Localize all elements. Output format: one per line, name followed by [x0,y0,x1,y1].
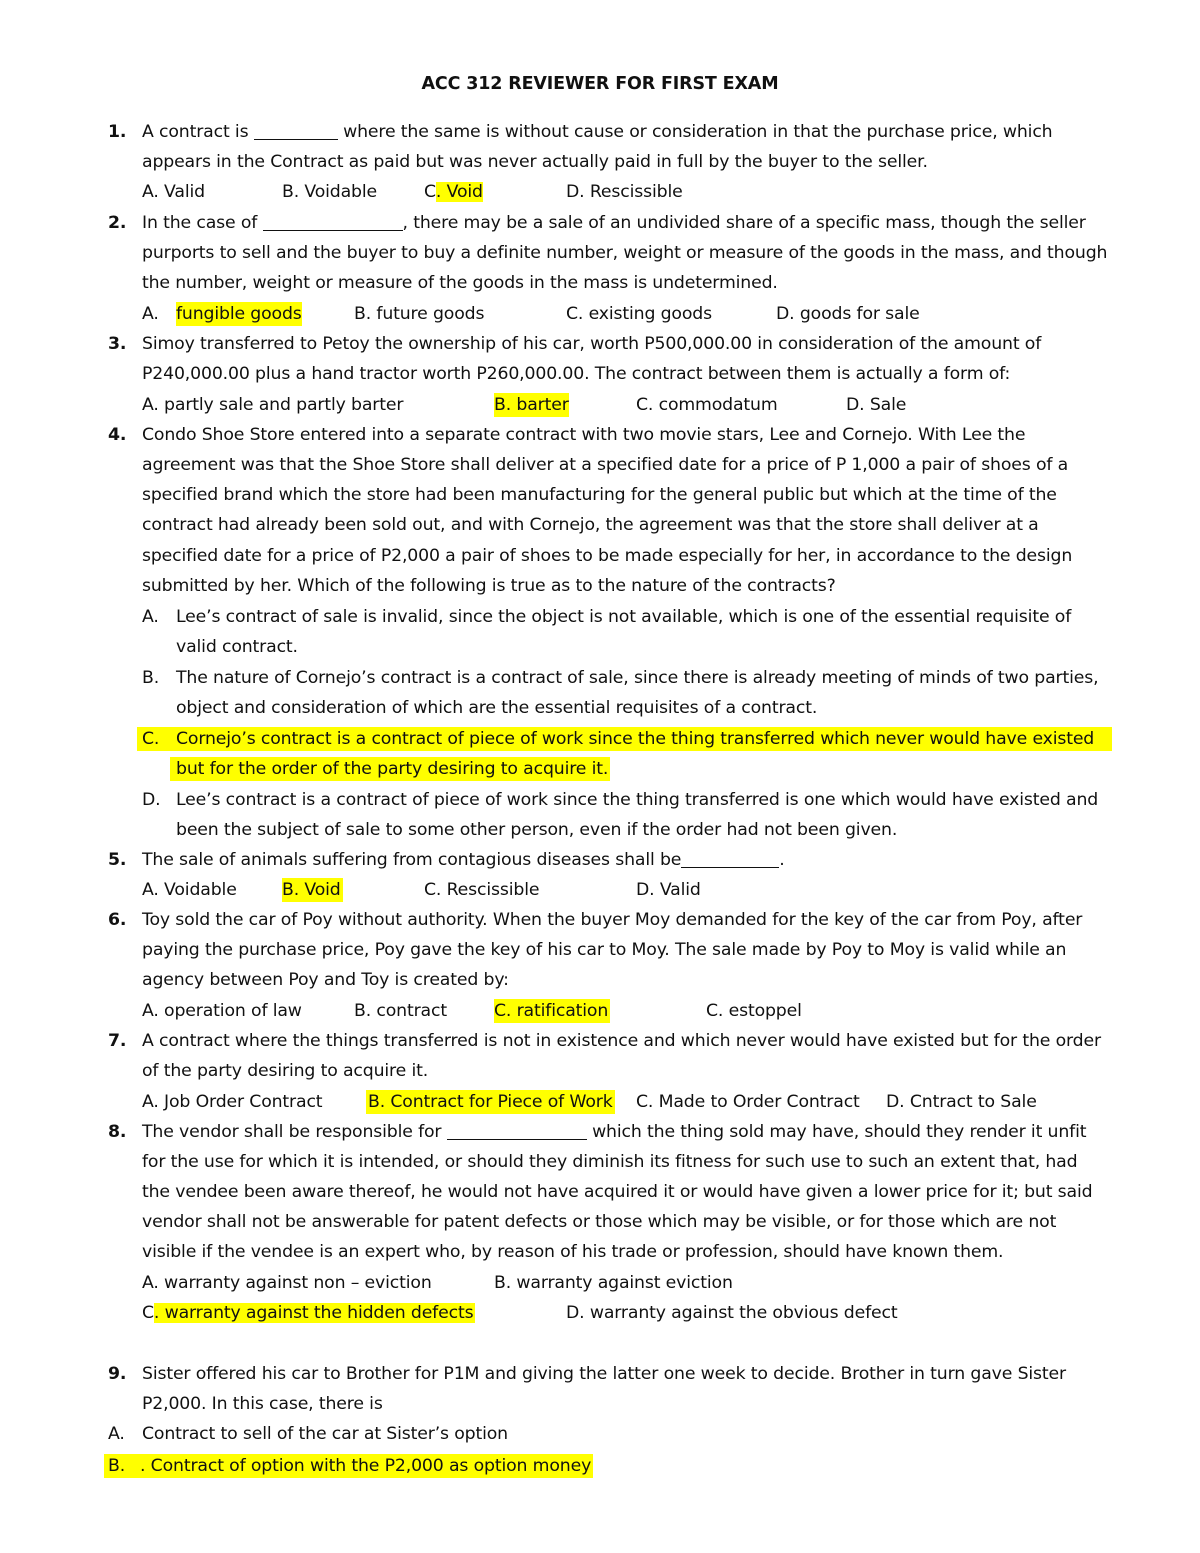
option-c [424,180,483,204]
highlighted-answer-letter: C. [137,727,176,751]
question-number: 4. [108,425,127,445]
option-d: D. Sale [846,395,907,415]
question-text: of the party desiring to acquire it. [142,1061,429,1081]
option-letter: C [142,1303,154,1323]
page-title: ACC 312 REVIEWER FOR FIRST EXAM [421,74,779,94]
option-d: D. goods for sale [776,304,920,324]
question-text: P240,000.00 plus a hand tractor worth P260,000.00. The contract between them is actually a form of: [142,364,1011,384]
question-text: Sister offered his car to Brother for P1M and giving the latter one week to decide. Brother in turn gave Sister [142,1364,1066,1384]
question-text: contract had already been sold out, and with Cornejo, the agreement was that the store shall deliver at a [142,515,1039,535]
question-text: agreement was that the Shoe Store shall deliver at a specified date for a price of P 1,000 a pair of shoes of a [142,455,1069,475]
question-number: 6. [108,910,127,930]
text-segment: The sale of animals suffering from contagious diseases shall be [142,850,682,870]
answer-blank [681,850,779,868]
option-a: A. Voidable [142,880,237,900]
question-text: visible if the vendee is an expert who, by reason of his trade or profession, should have known them. [142,1242,1004,1262]
question-number: 3. [108,334,127,354]
question-text: Toy sold the car of Poy without authority. When the buyer Moy demanded for the key of the car from Poy, after [142,910,1083,930]
option-b-text: object and consideration of which are the essential requisites of a contract. [176,698,818,718]
question-number: 7. [108,1031,127,1051]
highlighted-answer: B. Contract for Piece of Work [368,1092,613,1112]
option-b: B. Voidable [282,182,378,202]
question-text: Condo Shoe Store entered into a separate contract with two movie stars, Lee and Cornejo. With Lee the [142,425,1026,445]
option-d: D. warranty against the obvious defect [566,1303,898,1323]
option-d: C. estoppel [706,1001,802,1021]
answer-blank [254,122,338,140]
option-d: D. Valid [636,880,701,900]
answer-blank [447,1122,587,1140]
question-text: Simoy transferred to Petoy the ownership of his car, worth P500,000.00 in consideration of the amount of [142,334,1042,354]
highlighted-answer-letter: B. [104,1454,140,1478]
text-segment: A contract is [142,122,254,142]
question-number: 2. [108,213,127,233]
option-letter: A. [142,607,159,627]
question-number: 5. [108,850,127,870]
option-b: B. future goods [354,304,485,324]
option-a-text: valid contract. [176,637,298,657]
option-a: A. Valid [142,182,205,202]
highlighted-answer: B. Void [282,880,341,900]
question-text: specified date for a price of P2,000 a pair of shoes to be made especially for her, in accordance to the design [142,546,1073,566]
question-text [142,1120,1086,1144]
option-d: D. Rescissible [566,182,683,202]
option-letter: C [424,182,436,202]
text-segment: In the case of [142,213,263,233]
option-a: A. Job Order Contract [142,1092,323,1112]
option-b-text: The nature of Cornejo’s contract is a contract of sale, since there is already meeting of minds of two parties, [176,668,1099,688]
option-d-text: Lee’s contract is a contract of piece of work since the thing transferred is one which would have existed and [176,790,1099,810]
highlighted-answer: Cornejo’s contract is a contract of piece of work since the thing transferred which never would have existed [170,727,1112,751]
option-b: B. contract [354,1001,447,1021]
question-text: appears in the Contract as paid but was never actually paid in full by the buyer to the seller. [142,152,928,172]
option-c: C. Rescissible [424,880,540,900]
question-text: P2,000. In this case, there is [142,1394,383,1414]
option-a-text: Contract to sell of the car at Sister’s option [142,1424,508,1444]
question-text: for the use for which it is intended, or should they diminish its fitness for such use to such an extent that, had [142,1152,1078,1172]
option-d-text: been the subject of sale to some other person, even if the order had not been given. [176,820,898,840]
text-segment: . [779,850,785,870]
option-a: A. warranty against non – eviction [142,1273,432,1293]
question-text: purports to sell and the buyer to buy a definite number, weight or measure of the goods in the mass, and though [142,243,1108,263]
question-text: paying the purchase price, Poy gave the key of his car to Moy. The sale made by Poy to Moy is valid while an [142,940,1067,960]
question-text [142,211,1086,235]
question-number: 9. [108,1364,127,1384]
option-c: C. existing goods [566,304,712,324]
text-segment: The vendor shall be responsible for [142,1122,447,1142]
option-d: D. Cntract to Sale [886,1092,1037,1112]
option-a-text: Lee’s contract of sale is invalid, since the object is not available, which is one of the essential requisite of [176,607,1072,627]
option-letter: A. [108,1424,125,1444]
option-c: C. Made to Order Contract [636,1092,860,1112]
question-number: 8. [108,1122,127,1142]
option-a-letter: A. [142,304,159,324]
question-text [142,848,785,872]
highlighted-answer: fungible goods [176,304,302,324]
highlighted-answer: . Void [435,182,483,202]
question-text [142,120,1052,144]
highlighted-answer: B. barter [494,395,569,415]
text-segment: , there may be a sale of an undivided share of a specific mass, though the seller [402,213,1086,233]
question-text: the vendee been aware thereof, he would not have acquired it or would have given a lower price for it; but said [142,1182,1093,1202]
option-letter: D. [142,790,161,810]
question-text: agency between Poy and Toy is created by: [142,970,509,990]
text-segment: where the same is without cause or consideration in that the purchase price, which [337,122,1053,142]
text-segment: which the thing sold may have, should they render it unfit [586,1122,1087,1142]
option-a: A. operation of law [142,1001,302,1021]
question-text: vendor shall not be answerable for patent defects or those which may be visible, or for those which are not [142,1212,1057,1232]
option-a: A. partly sale and partly barter [142,395,404,415]
question-number: 1. [108,122,127,142]
option-letter: B. [142,668,160,688]
question-text: submitted by her. Which of the following is true as to the nature of the contracts? [142,576,836,596]
highlighted-answer: . warranty against the hidden defects [153,1303,474,1323]
answer-blank [263,213,403,231]
option-b: B. warranty against eviction [494,1273,733,1293]
question-text: the number, weight or measure of the goods in the mass is undetermined. [142,273,778,293]
highlighted-answer: . Contract of option with the P2,000 as option money [140,1456,592,1476]
option-c [142,1301,475,1325]
question-text: A contract where the things transferred is not in existence and which never would have existed but for the order [142,1031,1101,1051]
highlighted-answer: but for the order of the party desiring to acquire it. [170,757,610,781]
option-c: C. commodatum [636,395,778,415]
question-text: specified brand which the store had been manufacturing for the general public but which at the time of the [142,485,1057,505]
highlighted-answer: C. ratification [494,1001,609,1021]
